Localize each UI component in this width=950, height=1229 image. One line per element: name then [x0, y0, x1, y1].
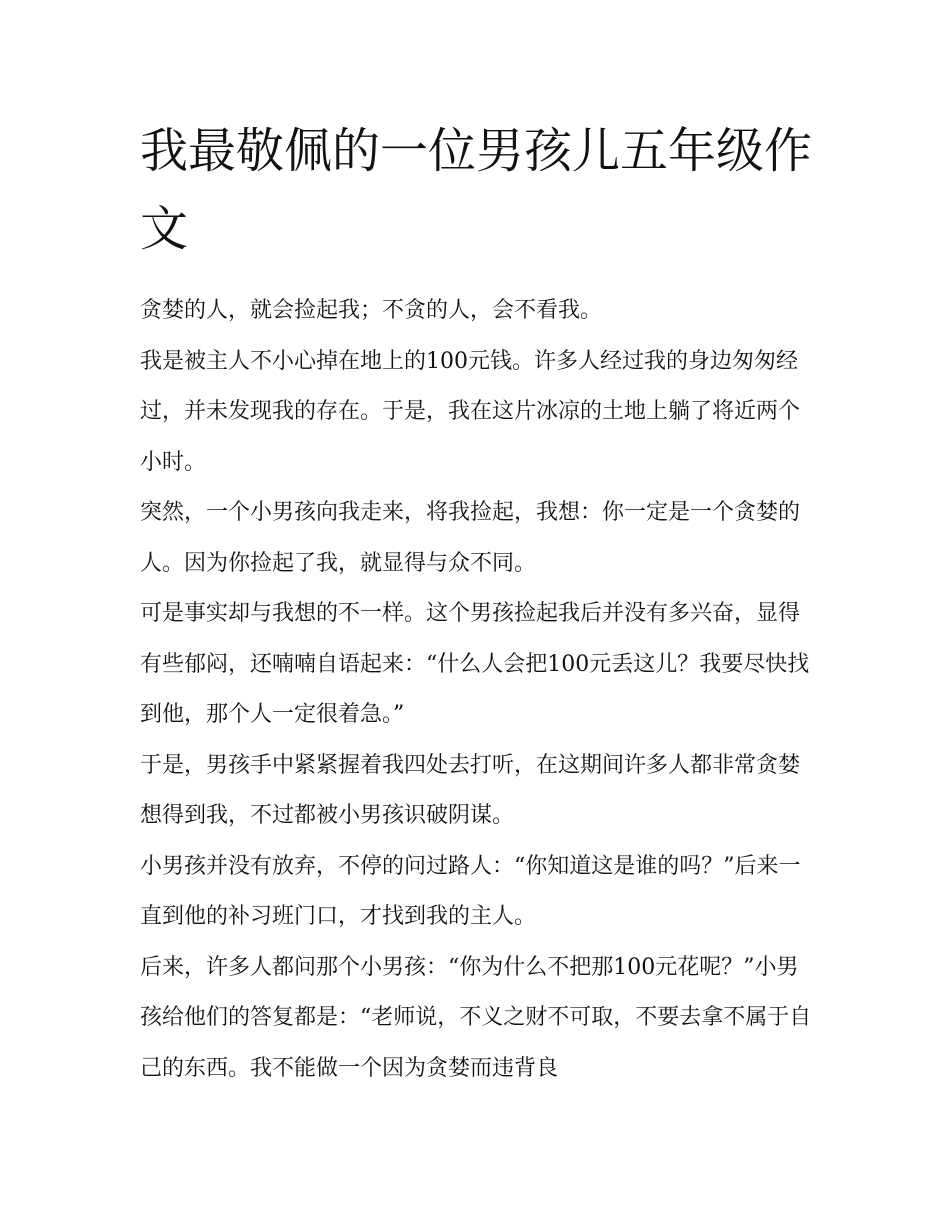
paragraph-4: 可是事实却与我想的不一样。这个男孩捡起我后并没有多兴奋，显得有些郁闷，还喃喃自语起来：“什么人会把100元丢这儿？我要尽快找到他，那个人一定很着急。” [140, 601, 810, 727]
document-page [140, 112, 820, 1094]
paragraph-6: 小男孩并没有放弃，不停的问过路人：“你知道这是谁的吗？”后来一直到他的补习班门口，才找到我的主人。 [140, 853, 801, 929]
paragraph-2: 我是被主人不小心掉在地上的100元钱。许多人经过我的身边匆匆经过，并未发现我的存在。于是，我在这片冰凉的土地上躺了将近两个小时。 [140, 348, 801, 475]
paragraph-7: 后来，许多人都问那个小男孩：“你为什么不把那100元花呢？”小男孩给他们的答复都是：“老师说，不义之财不可取，不要去拿不属于自己的东西。我不能做一个因为贪婪而违背良 [140, 954, 812, 1081]
paragraph-3: 突然，一个小男孩向我走来，将我捡起，我想：你一定是一个贪婪的人。因为你捡起了我，就显得与众不同。 [140, 500, 801, 576]
document-title: 我最敬佩的一位男孩儿五年级作文 [140, 123, 813, 257]
paragraph-5: 于是，男孩手中紧紧握着我四处去打听，在这期间许多人都非常贪婪想得到我，不过都被小男孩识破阴谋。 [140, 752, 801, 828]
paragraph-1: 贪婪的人，就会捡起我；不贪的人，会不看我。 [140, 298, 603, 323]
